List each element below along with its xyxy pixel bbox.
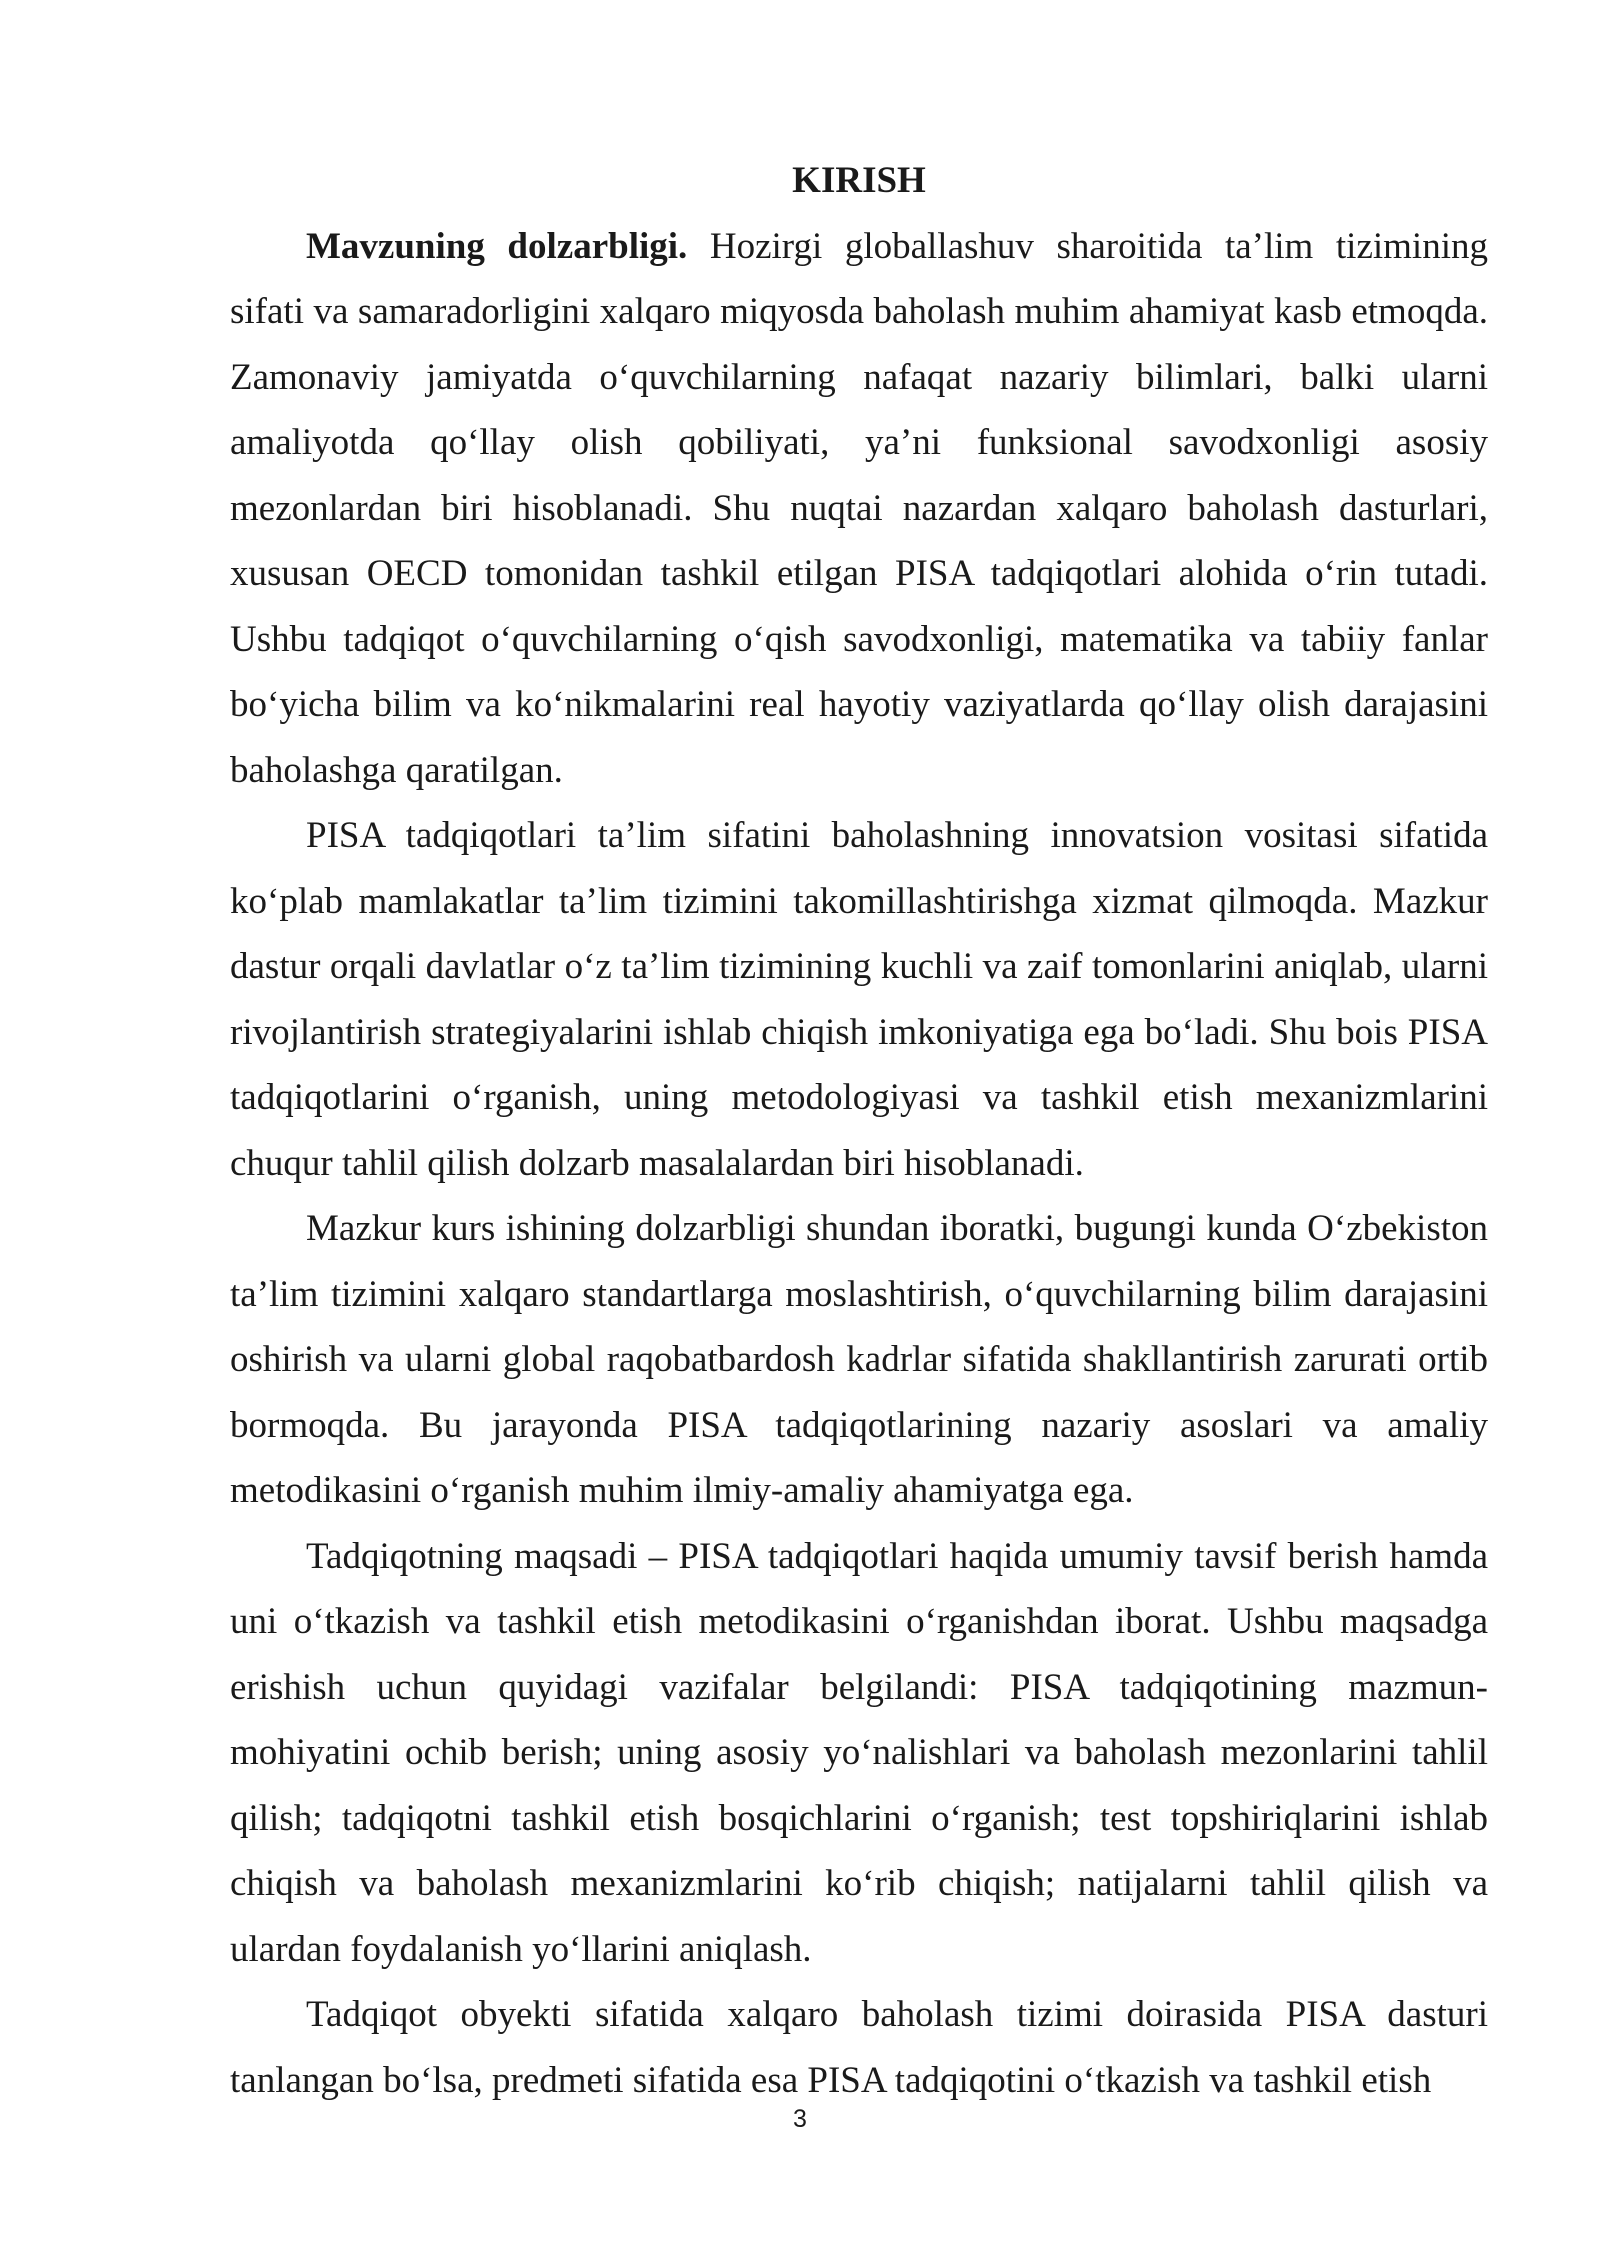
paragraph-text: Hozirgi globallashuv sharoitida ta’lim tizimining sifati va samaradorligini xalqaro miqyosda baholash muhim ahamiyat kasb etmoqda. Zamonaviy jamiyatda o‘quvchilarning nafaqat nazariy bilimlari, balki ularni amaliyotda qo‘llay olish qobiliyati, ya’ni funksional savodxonligi asosiy mezonlardan biri hisoblanadi. Shu nuqtai nazardan xalqaro baholash dasturlari, xususan OECD tomonidan tashkil etilgan PISA tadqiqotlari alohida o‘rin tutadi. Ushbu tadqiqot o‘quvchilarning o‘qish savodxonligi, matematika va tabiiy fanlar bo‘yicha bilim va ko‘nikmalarini real hayotiy vaziyatlarda qo‘llay olish darajasini baholashga qaratilgan.	[230, 225, 1488, 791]
paragraph-relevance	[230, 214, 1488, 804]
paragraph-research-goal	[230, 1524, 1488, 1983]
page-number: 3	[793, 2105, 807, 2133]
paragraph-research-object	[230, 1982, 1488, 2113]
paragraph-course-relevance	[230, 1196, 1488, 1524]
paragraph-text: Tadqiqot obyekti sifatida xalqaro baholash tizimi doirasida PISA dasturi tanlangan bo‘lsa, predmeti sifatida esa PISA tadqiqotini o‘tkazish va tashkil etish	[230, 1994, 1488, 2101]
paragraph-text: PISA tadqiqotlari ta’lim sifatini baholashning innovatsion vositasi sifatida ko‘plab mamlakatlar ta’lim tizimini takomillashtirishga xizmat qilmoqda. Mazkur dastur orqali davlatlar o‘z ta’lim tizimining kuchli va zaif tomonlarini aniqlab, ularni rivojlantirish strategiyalarini ishlab chiqish imkoniyatiga ega bo‘ladi. Shu bois PISA tadqiqotlarini o‘rganish, uning metodologiyasi va tashkil etish mexanizmlarini chuqur tahlil qilish dolzarb masalalardan biri hisoblanadi.	[230, 815, 1488, 1184]
section-heading: KIRISH	[792, 160, 926, 201]
paragraph-text: Mazkur kurs ishining dolzarbligi shundan iboratki, bugungi kunda O‘zbekiston ta’lim tizimini xalqaro standartlarga moslashtirish, o‘quvchilarning bilim darajasini oshirish va ularni global raqobatbardosh kadrlar sifatida shakllantirish zarurati ortib bormoqda. Bu jarayonda PISA tadqiqotlarining nazariy asoslari va amaliy metodikasini o‘rganish muhim ilmiy-amaliy ahamiyatga ega.	[230, 1208, 1488, 1511]
paragraph-pisa-innovation	[230, 803, 1488, 1196]
paragraph-lead: Mavzuning dolzarbligi.	[306, 225, 688, 267]
page-content	[230, 148, 1488, 2113]
paragraph-text: Tadqiqotning maqsadi – PISA tadqiqotlari haqida umumiy tavsif berish hamda uni o‘tkazish va tashkil etish metodikasini o‘rganishdan iborat. Ushbu maqsadga erishish uchun quyidagi vazifalar belgilandi: PISA tadqiqotining mazmun-mohiyatini ochib berish; uning asosiy yo‘nalishlari va baholash mezonlarini tahlil qilish; tadqiqotni tashkil etish bosqichlarini o‘rganish; test topshiriqlarini ishlab chiqish va baholash mexanizmlarini ko‘rib chiqish; natijalarni tahlil qilish va ulardan foydalanish yo‘llarini aniqlash.	[230, 1535, 1488, 1970]
